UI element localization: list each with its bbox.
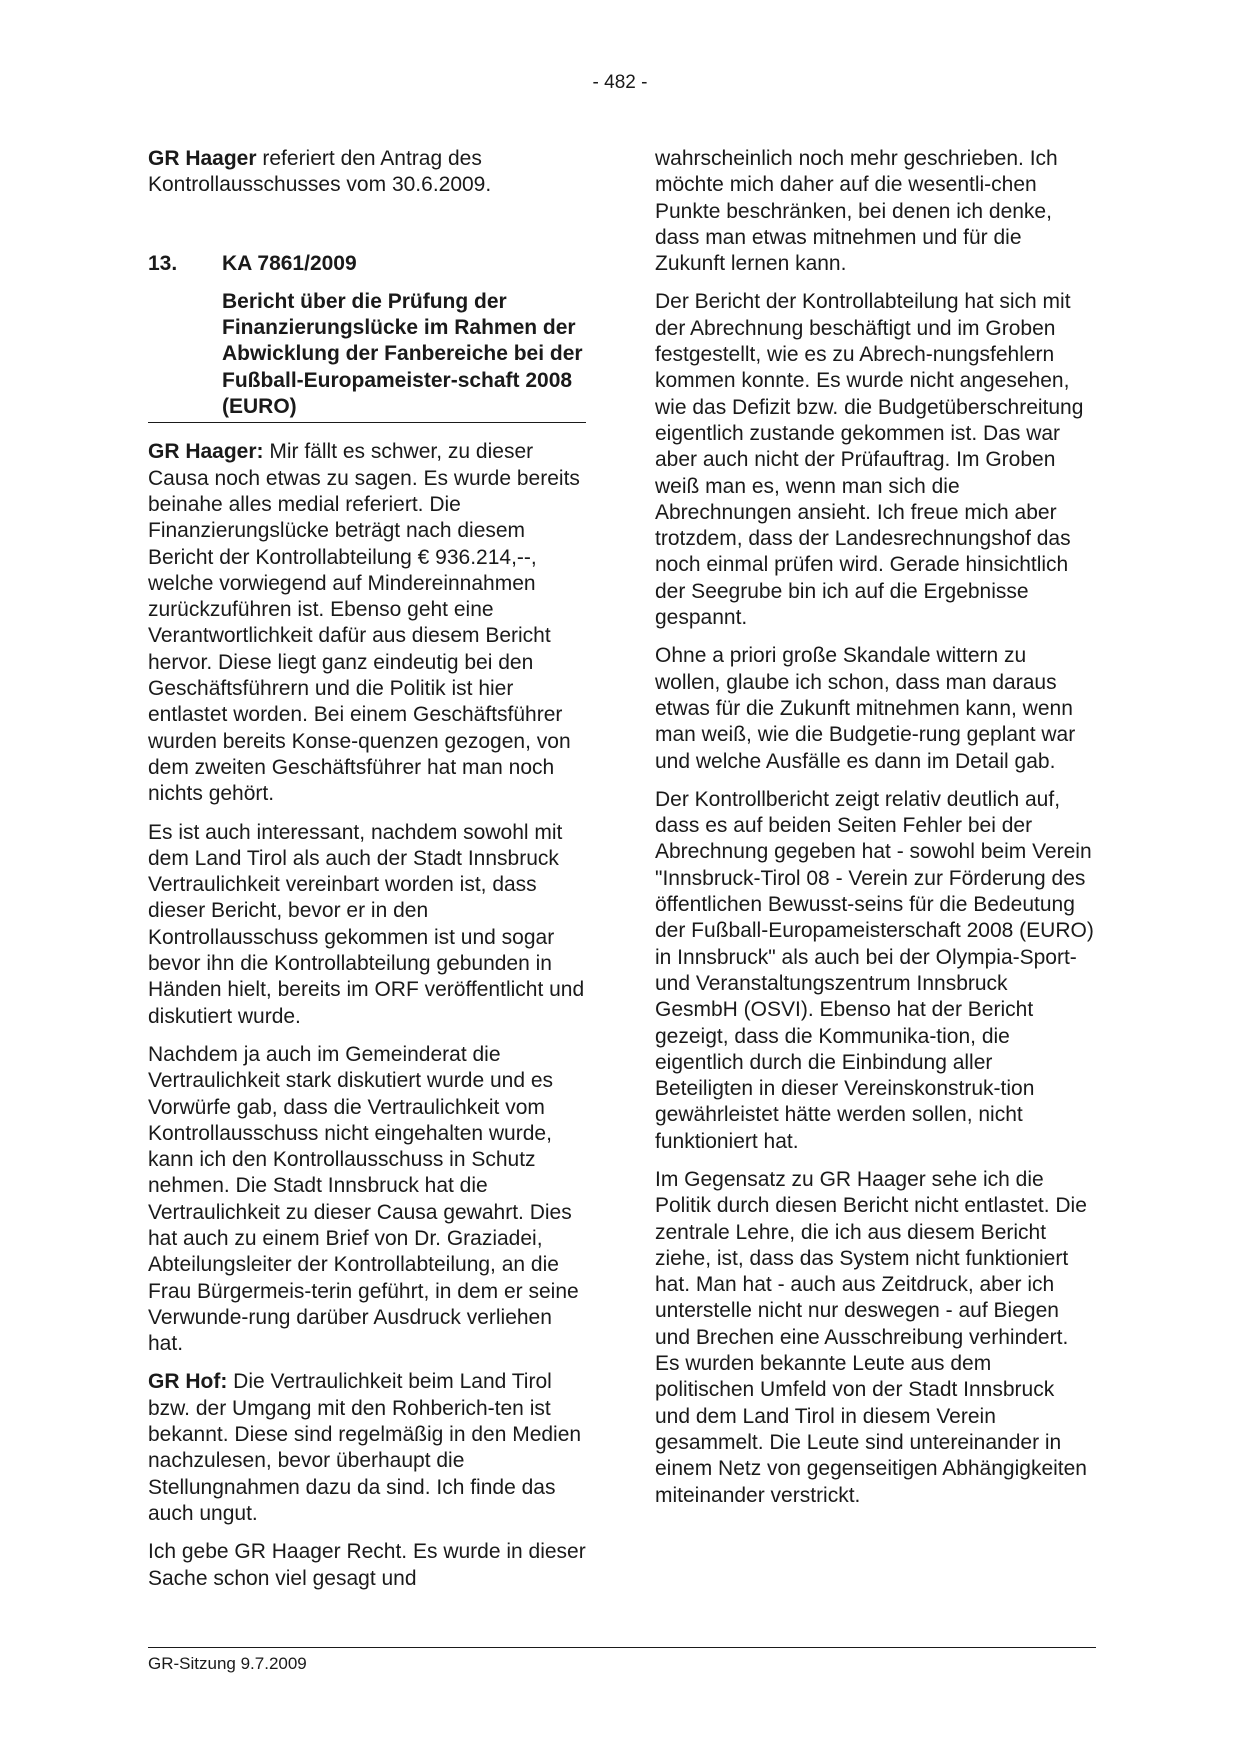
agenda-item-number: 13. xyxy=(148,251,178,275)
section-divider xyxy=(148,422,586,423)
right-column xyxy=(655,146,1095,1521)
speech-paragraph xyxy=(148,1369,586,1527)
speaker-name: GR Haager: xyxy=(148,440,264,464)
speech-paragraph: Ohne a priori große Skandale wittern zu wollen, glaube ich schon, dass man daraus etwas für die Zukunft mitnehmen kann, wenn man weiß, wie die Budgetie-rung geplant war und welche Ausfälle es dann im Detail gab. xyxy=(655,644,1076,773)
agenda-item-heading xyxy=(148,251,586,277)
page-number: - 482 - xyxy=(592,72,648,93)
speech-paragraph: Der Kontrollbericht zeigt relativ deutlich auf, dass es auf beiden Seiten Fehler bei der Abrechnung gegeben hat - sowohl beim Verein "Innsbruck-Tirol 08 - Verein zur Förderung des öffentlichen Bewusst-seins für die Bedeutung der Fußball-Europameisterschaft 2008 (EURO) in Innsbruck" als auch bei der Olympia-Sport- und Veranstaltungszentrum Innsbruck GesmbH (OSVI). Ebenso hat der Bericht gezeigt, dass die Kommunika-tion, die eigentlich durch die Einbindung aller Beteiligten in dieser Vereinskonstruk-tion gewährleistet hätte werden sollen, nicht funktioniert hat. xyxy=(655,787,1094,1153)
speech-paragraph: Ich gebe GR Haager Recht. Es wurde in dieser Sache schon viel gesagt und xyxy=(148,1540,586,1590)
paragraph-text: Die Vertraulichkeit beim Land Tirol bzw. der Umgang mit den Rohberich-ten ist bekannt. Diese sind regelmäßig in den Medien nachzulesen, bevor überhaupt die Stellungnahmen dazu da sind. Ich finde das auch ungut. xyxy=(148,1370,582,1525)
speech-paragraph xyxy=(148,439,586,807)
paragraph-text: Mir fällt es schwer, zu dieser Causa noch etwas zu sagen. Es wurde bereits beinahe alles medial referiert. Die Finanzierungslücke beträgt nach diesem Bericht der Kontrollabteilung € 936.214,--, welche vorwiegend auf Mindereinnahmen zurückzuführen ist. Ebenso geht eine Verantwortlichkeit dafür aus diesem Bericht hervor. Diese liegt ganz eindeutig bei den Geschäftsführern und die Politik ist hier entlastet worden. Bei einem Geschäftsführer wurden bereits Konse-quenzen gezogen, von dem zweiten Geschäftsführer hat man noch nichts gehört. xyxy=(148,440,580,806)
footer-divider xyxy=(148,1647,1096,1648)
agenda-item-reference: KA 7861/2009 xyxy=(222,251,357,275)
speech-paragraph: wahrscheinlich noch mehr geschrieben. Ich möchte mich daher auf die wesentli-chen Punkte beschränken, bei denen ich denke, dass man etwas mitnehmen und für die Zukunft lernen kann. xyxy=(655,147,1058,276)
speech-paragraph: Es ist auch interessant, nachdem sowohl mit dem Land Tirol als auch der Stadt Innsbruck Vertraulichkeit vereinbart worden ist, dass dieser Bericht, bevor er in den Kontrollausschuss gekommen ist und sogar bevor ihn die Kontrollabteilung gebunden in Händen hielt, bereits im ORF veröffentlicht und diskutiert wurde. xyxy=(148,820,585,1028)
speech-paragraph: Im Gegensatz zu GR Haager sehe ich die Politik durch diesen Bericht nicht entlastet. Die zentrale Lehre, die ich aus diesem Bericht ziehe, ist, dass das System nicht funktioniert hat. Man hat - auch aus Zeitdruck, aber ich unterstelle nicht nur deswegen - auf Biegen und Brechen eine Ausschreibung verhindert. Es wurden bekannte Leute aus dem politischen Umfeld von der Stadt Innsbruck und dem Land Tirol in diesem Verein gesammelt. Die Leute sind untereinander in einem Netz von gegenseitigen Abhängigkeiten miteinander verstrickt. xyxy=(655,1167,1087,1507)
paragraph-text: referiert den Antrag des Kontrollausschusses vom 30.6.2009. xyxy=(148,147,492,197)
speech-paragraph: Der Bericht der Kontrollabteilung hat sich mit der Abrechnung beschäftigt und im Groben festgestellt, wie es zu Abrech-nungsfehlern kommen konnte. Es wurde nicht angesehen, wie das Defizit bzw. die Budgetüberschreitung eigentlich zustande gekommen ist. Das war aber auch nicht der Prüfauftrag. Im Groben weiß man es, wenn man sich die Abrechnungen ansieht. Ich freue mich aber trotzdem, dass der Landesrechnungshof das noch einmal prüfen wird. Gerade hinsichtlich der Seegrube bin ich auf die Ergebnisse gespannt. xyxy=(655,290,1084,630)
speaker-name: GR Haager xyxy=(148,147,257,170)
intro-paragraph xyxy=(148,146,586,199)
speech-paragraph: Nachdem ja auch im Gemeinderat die Vertraulichkeit stark diskutiert wurde und es Vorwürfe gab, dass die Vertraulichkeit vom Kontrollausschuss nicht eingehalten wurde, kann ich den Kontrollausschuss in Schutz nehmen. Die Stadt Innsbruck hat die Vertraulichkeit zu dieser Causa gewahrt. Dies hat auch zu einem Brief von Dr. Graziadei, Abteilungsleiter der Kontrollabteilung, an die Frau Bürgermeis-terin geführt, in dem er seine Verwunde-rung darüber Ausdruck verliehen hat. xyxy=(148,1042,579,1356)
left-column xyxy=(148,146,586,1604)
footer-session-date: GR-Sitzung 9.7.2009 xyxy=(148,1654,307,1673)
speaker-name: GR Hof: xyxy=(148,1370,228,1394)
agenda-item-title: Bericht über die Prüfung der Finanzierungslücke im Rahmen der Abwicklung der Fanbereiche bei der Fußball-Europameister-schaft 2008 (EURO) xyxy=(222,289,583,419)
